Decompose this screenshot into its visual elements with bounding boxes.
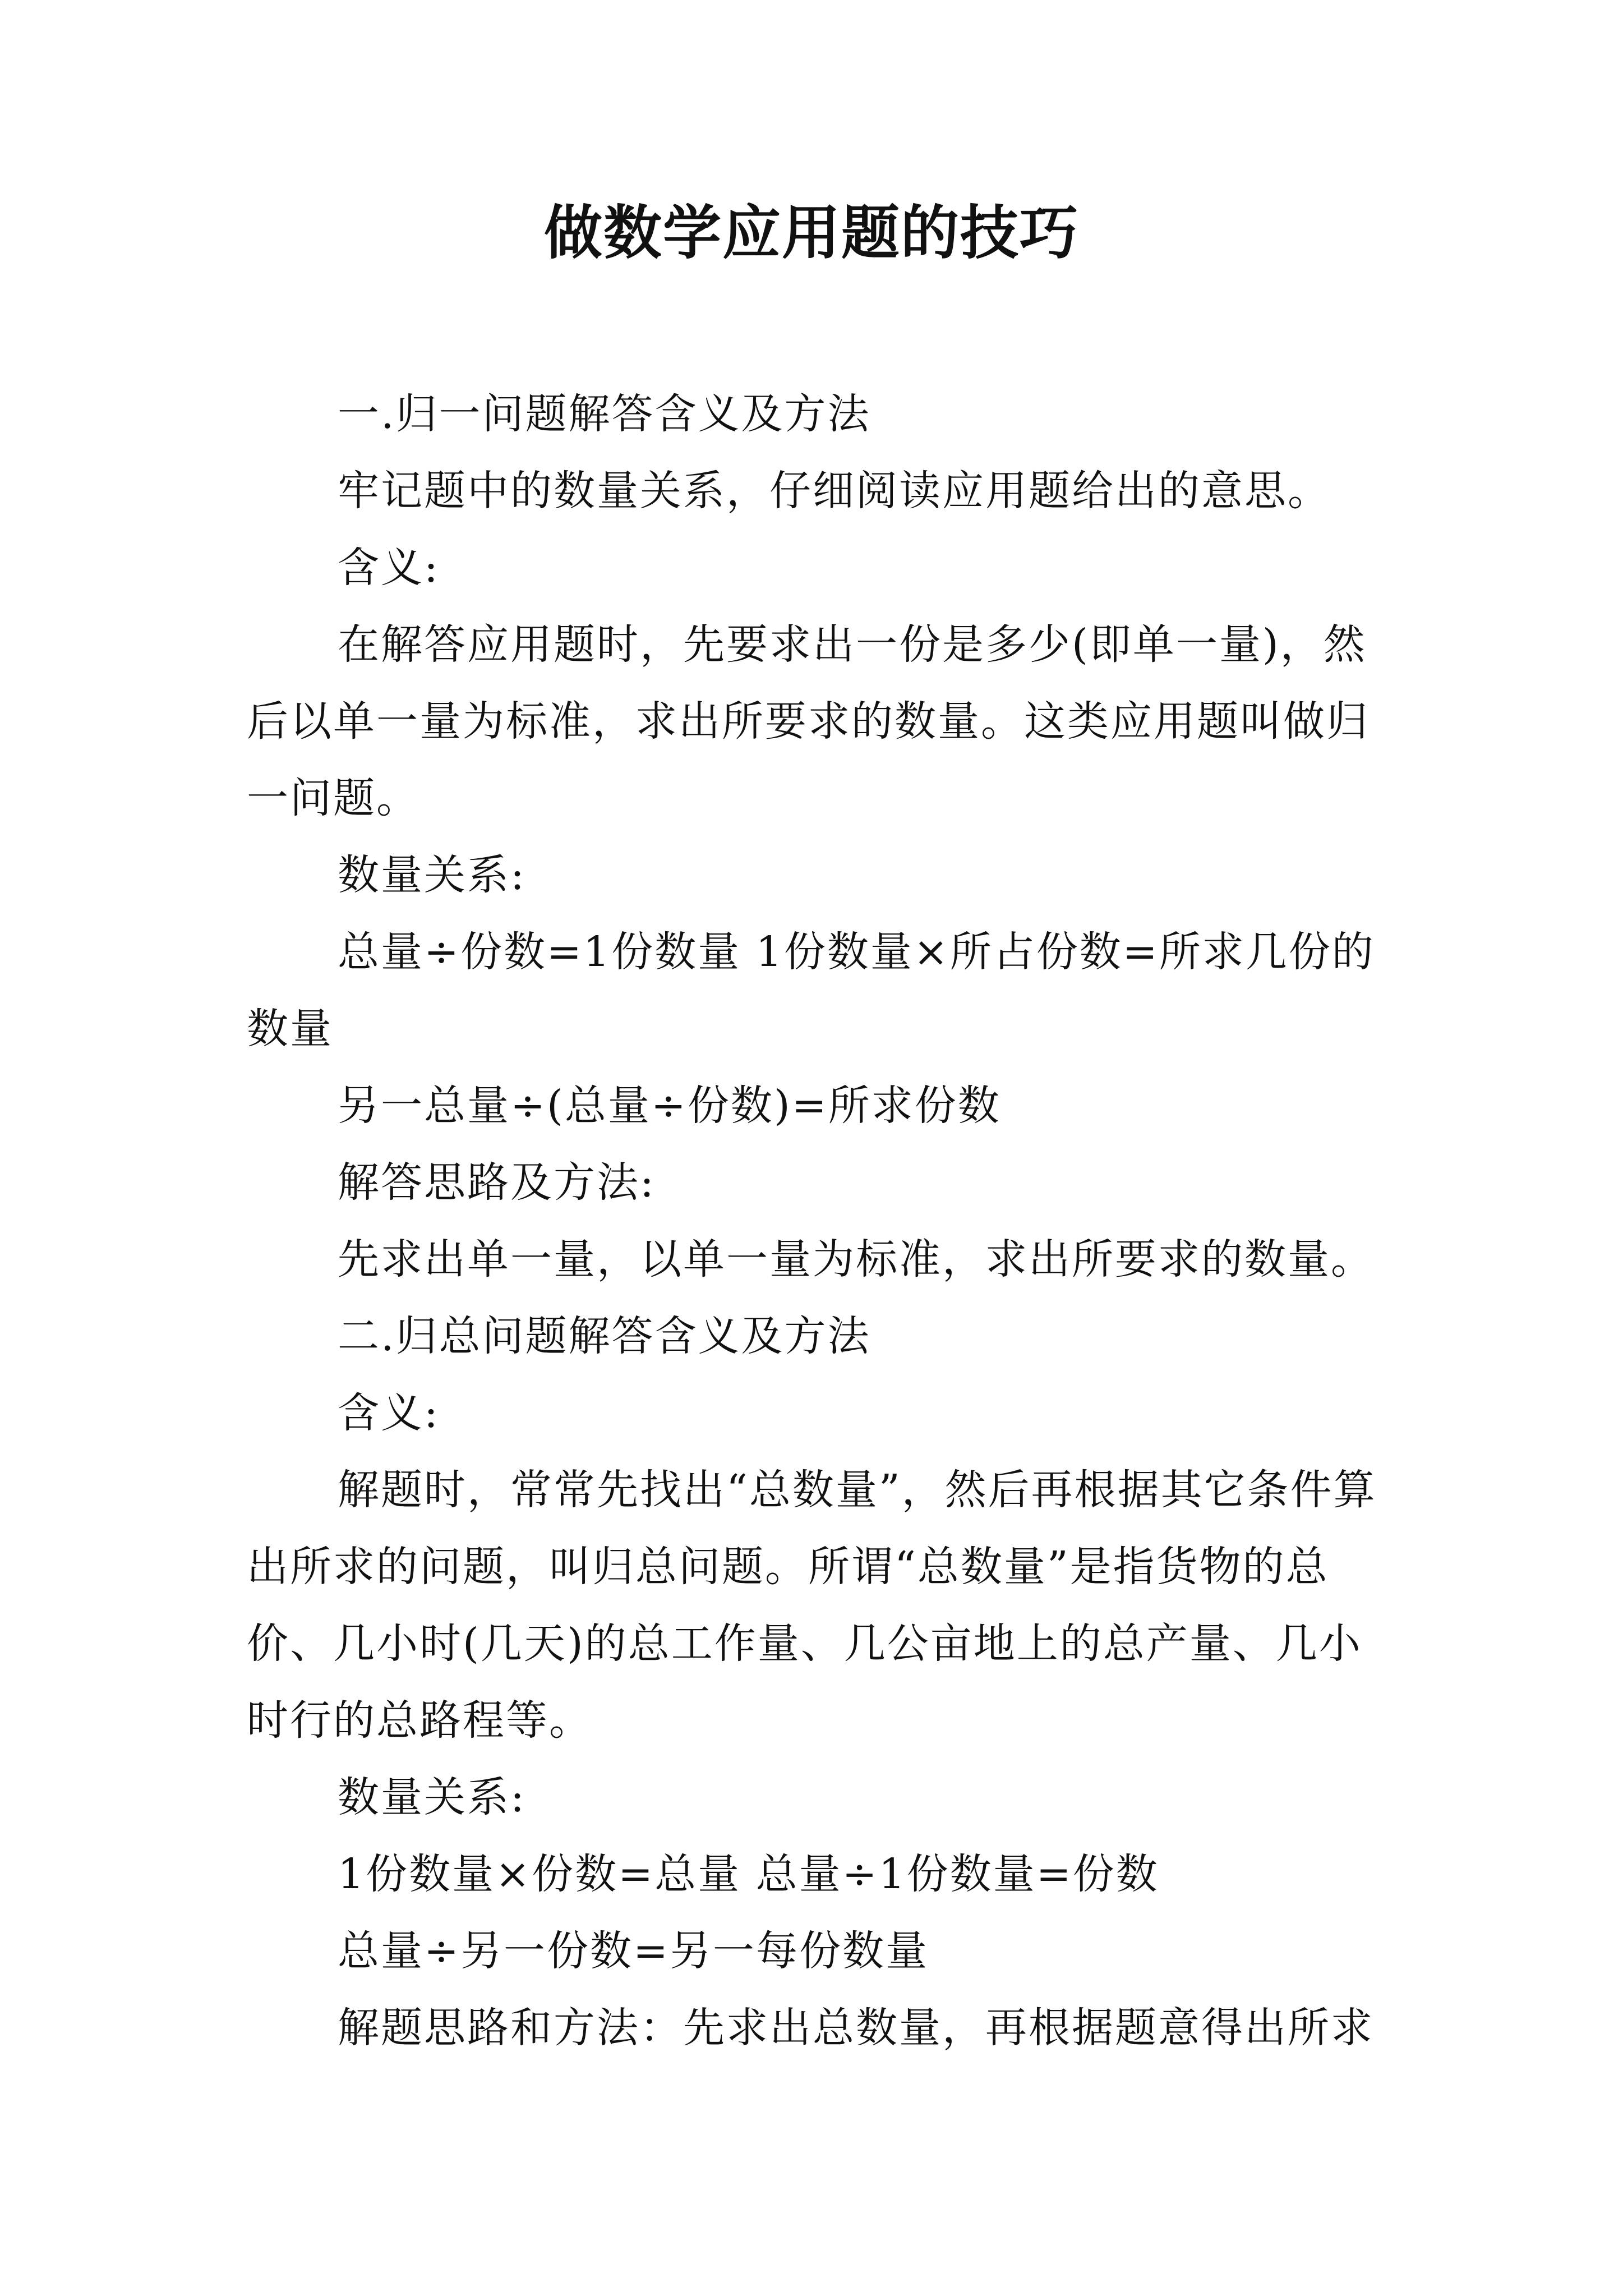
formula-2: 另一总量÷(总量÷份数)=所求份数 [338,1082,1001,1130]
section-heading-1: 一.归一问题解答含义及方法 [338,390,871,438]
paragraph-meaning-1: 在解答应用题时，先要求出一份是多少(即单一量)，然后以单一量为标准，求出所要求的数量。这类应用题叫做归一问题。 [247,620,1370,822]
document-title: 做数学应用题的技巧 [543,198,1079,267]
label-meaning-2: 含义: [338,1389,440,1437]
formula-3: 1份数量×份数=总量 总量÷1份数量=份数 [338,1850,1159,1898]
formula-1: 总量÷份数=1份数量 1份数量×所占份数=所求几份的数量 [247,928,1375,1053]
section-heading-2: 二.归总问题解答含义及方法 [338,1312,871,1360]
paragraph-method-1: 先求出单一量，以单一量为标准，求出所要求的数量。 [338,1235,1374,1283]
paragraph-method-2: 解题思路和方法：先求出总数量，再根据题意得出所求 [338,2004,1374,2052]
label-relations-1: 数量关系: [338,851,526,899]
label-meaning-1: 含义: [338,544,440,592]
paragraph-meaning-2: 解题时，常常先找出“总数量”，然后再根据其它条件算出所求的问题，叫归总问题。所谓“总数量”是指货物的总价、几小时(几天)的总工作量、几公亩地上的总产量、几小时行的总路程等。 [247,1466,1377,1745]
label-relations-2: 数量关系: [338,1773,526,1821]
document-body [247,376,1385,2067]
paragraph-tip: 牢记题中的数量关系，仔细阅读应用题给出的意思。 [338,467,1331,515]
formula-4: 总量÷另一份数=另一每份数量 [338,1927,929,1975]
label-method-1: 解答思路及方法: [338,1158,656,1207]
